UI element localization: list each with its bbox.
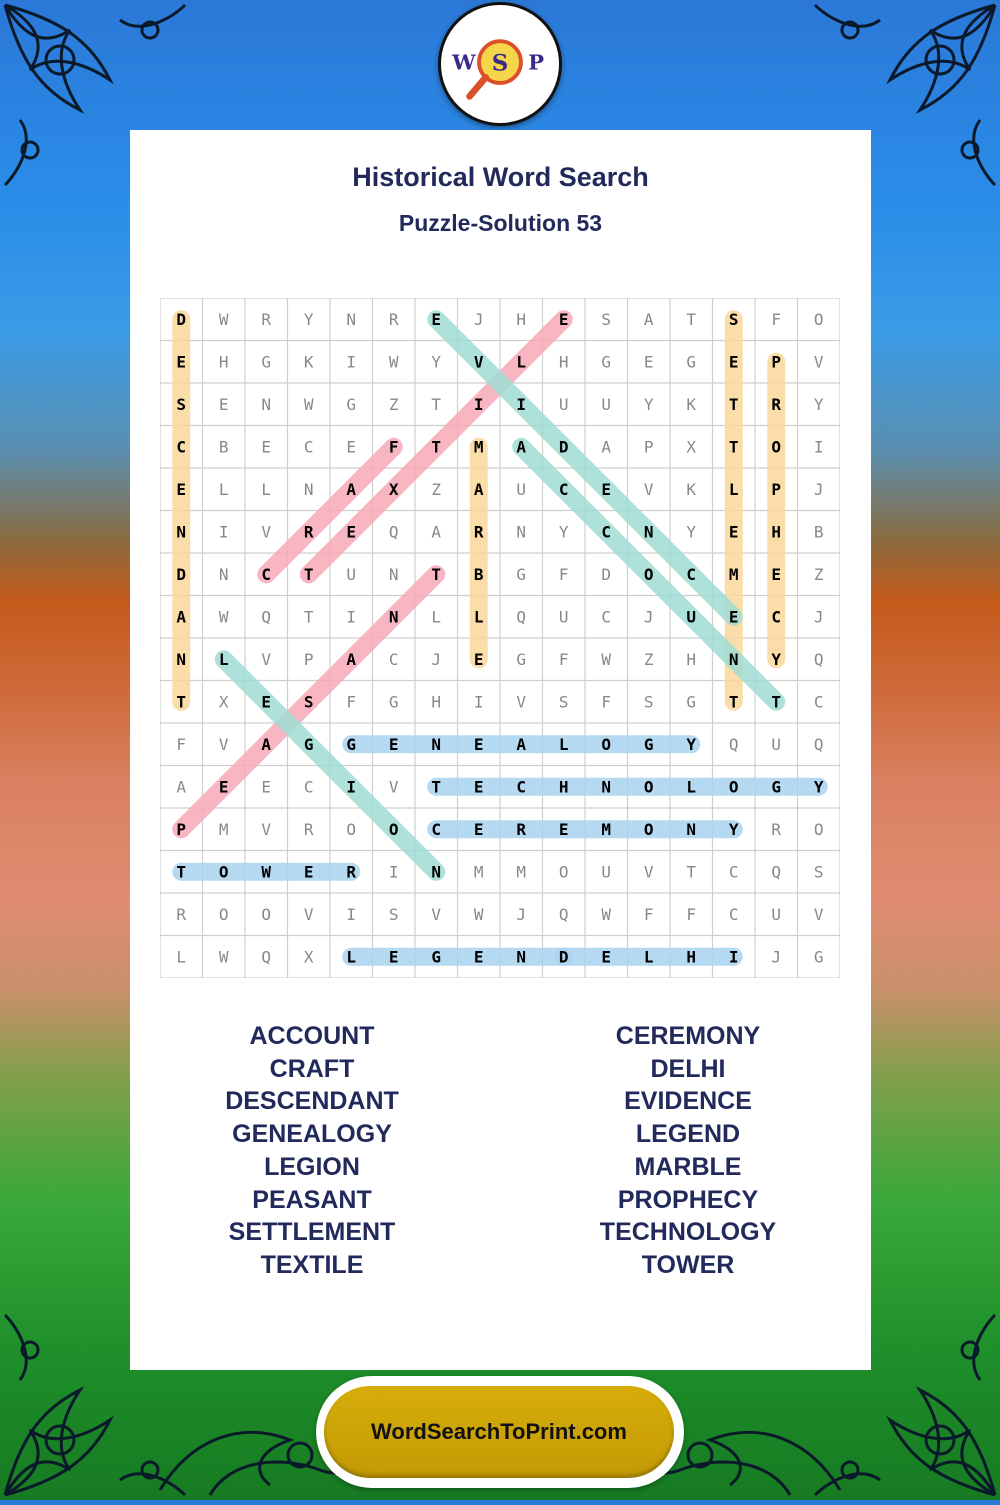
- grid-letter[interactable]: E: [261, 692, 272, 712]
- grid-letter[interactable]: E: [558, 819, 569, 839]
- grid-letter[interactable]: J: [813, 479, 824, 499]
- grid-letter[interactable]: C: [686, 564, 697, 584]
- grid-letter[interactable]: O: [813, 309, 824, 329]
- logo-letter-p: P: [528, 49, 545, 75]
- grid-letter[interactable]: O: [771, 437, 782, 457]
- grid-letter[interactable]: E: [771, 564, 782, 584]
- grid-letter[interactable]: T: [431, 777, 442, 797]
- grid-letter[interactable]: Q: [813, 649, 824, 669]
- word-list-item: LEGEND: [635, 1120, 741, 1149]
- grid-letter[interactable]: G: [686, 352, 697, 372]
- word-list-item: CRAFT: [269, 1054, 355, 1083]
- grid-letter[interactable]: L: [728, 479, 739, 499]
- grid-letter[interactable]: D: [601, 564, 612, 584]
- grid-letter[interactable]: F: [388, 437, 399, 457]
- grid-letter[interactable]: C: [558, 479, 569, 499]
- grid-letter[interactable]: P: [771, 352, 782, 372]
- grid-letter[interactable]: A: [176, 607, 187, 627]
- grid-letter[interactable]: I: [728, 947, 739, 967]
- grid-letter[interactable]: P: [303, 649, 314, 669]
- grid-letter[interactable]: I: [346, 607, 357, 627]
- grid-letter[interactable]: O: [218, 862, 229, 882]
- grid-letter[interactable]: Y: [728, 819, 739, 839]
- grid-canvas: [160, 298, 840, 978]
- grid-letter[interactable]: G: [303, 734, 314, 754]
- grid-letter[interactable]: T: [771, 692, 782, 712]
- grid-letter[interactable]: U: [558, 607, 569, 627]
- grid-letter[interactable]: T: [303, 564, 314, 584]
- grid-letter[interactable]: N: [431, 862, 442, 882]
- grid-letter[interactable]: E: [473, 734, 484, 754]
- grid-letter[interactable]: E: [388, 734, 399, 754]
- grid-letter[interactable]: I: [218, 522, 229, 542]
- grid-letter[interactable]: U: [771, 904, 782, 924]
- grid-letter[interactable]: H: [686, 947, 697, 967]
- grid-letter[interactable]: C: [261, 564, 272, 584]
- grid-letter[interactable]: W: [261, 862, 272, 882]
- grid-letter[interactable]: G: [516, 649, 527, 669]
- website-label: WordSearchToPrint.com: [371, 1419, 627, 1444]
- grid-letter[interactable]: L: [473, 607, 484, 627]
- wsp-logo[interactable]: [438, 2, 562, 126]
- word-list-item: MARBLE: [634, 1152, 742, 1181]
- grid-letter[interactable]: U: [601, 394, 612, 414]
- grid-letter[interactable]: C: [303, 437, 314, 457]
- grid-letter[interactable]: T: [728, 437, 739, 457]
- grid-letter[interactable]: J: [473, 309, 484, 329]
- grid-letter[interactable]: K: [686, 479, 697, 499]
- grid-letter[interactable]: W: [218, 607, 229, 627]
- word-list-item: LEGION: [264, 1152, 360, 1181]
- grid-letter[interactable]: H: [516, 309, 527, 329]
- grid-letter[interactable]: Z: [643, 649, 654, 669]
- grid-letter[interactable]: W: [601, 649, 612, 669]
- grid-letter[interactable]: N: [176, 522, 187, 542]
- grid-letter[interactable]: O: [218, 904, 229, 924]
- grid-letter[interactable]: F: [346, 692, 357, 712]
- grid-letter[interactable]: L: [558, 734, 569, 754]
- grid-letter[interactable]: A: [601, 437, 612, 457]
- grid-letter[interactable]: F: [643, 904, 654, 924]
- grid-letter[interactable]: A: [176, 777, 187, 797]
- grid-letter[interactable]: V: [431, 904, 442, 924]
- grid-letter[interactable]: Q: [771, 862, 782, 882]
- grid-letter[interactable]: H: [431, 692, 442, 712]
- word-search-grid: [160, 298, 840, 978]
- grid-letter[interactable]: R: [473, 522, 484, 542]
- grid-letter[interactable]: O: [346, 819, 357, 839]
- grid-letter[interactable]: W: [473, 904, 484, 924]
- grid-letter[interactable]: G: [601, 352, 612, 372]
- grid-letter[interactable]: N: [388, 607, 399, 627]
- word-list-item: CEREMONY: [615, 1022, 761, 1050]
- word-list-item: TEXTILE: [260, 1250, 364, 1279]
- grid-letter[interactable]: T: [431, 437, 442, 457]
- word-list-item: TECHNOLOGY: [599, 1218, 777, 1247]
- grid-letter[interactable]: O: [558, 862, 569, 882]
- grid-letter[interactable]: C: [771, 607, 782, 627]
- grid-letter[interactable]: J: [771, 947, 782, 967]
- grid-letter[interactable]: T: [686, 309, 697, 329]
- grid-letter[interactable]: A: [261, 734, 272, 754]
- grid-letter[interactable]: M: [473, 862, 484, 882]
- grid-letter[interactable]: L: [686, 777, 697, 797]
- grid-letter[interactable]: G: [261, 352, 272, 372]
- grid-letter[interactable]: C: [431, 819, 442, 839]
- word-list-left: [162, 1020, 462, 1282]
- grid-letter[interactable]: F: [771, 309, 782, 329]
- grid-letter[interactable]: D: [558, 437, 569, 457]
- grid-letter[interactable]: V: [218, 734, 229, 754]
- grid-letter[interactable]: E: [473, 819, 484, 839]
- grid-letter[interactable]: M: [473, 437, 484, 457]
- grid-letter[interactable]: R: [388, 309, 399, 329]
- grid-letter[interactable]: E: [728, 522, 739, 542]
- grid-letter[interactable]: E: [601, 947, 612, 967]
- grid-letter[interactable]: X: [303, 947, 314, 967]
- grid-letter[interactable]: C: [176, 437, 187, 457]
- grid-letter[interactable]: U: [516, 479, 527, 499]
- grid-letter[interactable]: Y: [771, 649, 782, 669]
- grid-letter[interactable]: A: [346, 479, 357, 499]
- grid-letter[interactable]: A: [473, 479, 484, 499]
- website-button[interactable]: [316, 1376, 684, 1488]
- grid-letter[interactable]: N: [516, 522, 527, 542]
- grid-letter[interactable]: U: [558, 394, 569, 414]
- grid-letter[interactable]: T: [728, 394, 739, 414]
- grid-letter[interactable]: Z: [431, 479, 442, 499]
- grid-letter[interactable]: P: [643, 437, 654, 457]
- grid-letter[interactable]: V: [261, 649, 272, 669]
- grid-letter[interactable]: M: [218, 819, 229, 839]
- grid-letter[interactable]: C: [516, 777, 527, 797]
- grid-letter[interactable]: T: [176, 692, 187, 712]
- grid-letter[interactable]: U: [686, 607, 697, 627]
- word-list-item: DELHI: [650, 1054, 726, 1083]
- grid-letter[interactable]: E: [388, 947, 399, 967]
- grid-letter[interactable]: B: [473, 564, 484, 584]
- grid-letter[interactable]: E: [558, 309, 569, 329]
- logo-letter-w: W: [452, 49, 476, 75]
- grid-letter[interactable]: V: [643, 862, 654, 882]
- grid-letter[interactable]: Q: [516, 607, 527, 627]
- grid-letter[interactable]: I: [473, 692, 484, 712]
- grid-letter[interactable]: T: [303, 607, 314, 627]
- grid-letter[interactable]: N: [601, 777, 612, 797]
- grid-letter[interactable]: E: [176, 352, 187, 372]
- grid-letter[interactable]: Z: [388, 394, 399, 414]
- grid-letter[interactable]: G: [643, 734, 654, 754]
- grid-letter[interactable]: C: [388, 649, 399, 669]
- grid-letter[interactable]: E: [431, 309, 442, 329]
- grid-letter[interactable]: A: [516, 437, 527, 457]
- grid-letter[interactable]: S: [728, 309, 739, 329]
- grid-letter[interactable]: E: [218, 777, 229, 797]
- grid-letter[interactable]: E: [728, 352, 739, 372]
- grid-letter[interactable]: F: [601, 692, 612, 712]
- grid-letter[interactable]: J: [813, 607, 824, 627]
- website-button-inner[interactable]: [324, 1386, 674, 1478]
- word-list-right: [538, 1020, 838, 1282]
- grid-letter[interactable]: R: [303, 522, 314, 542]
- grid-letter[interactable]: O: [813, 819, 824, 839]
- page-subtitle: Puzzle-Solution 53: [398, 210, 603, 236]
- grid-letter[interactable]: G: [346, 394, 357, 414]
- grid-letter[interactable]: X: [388, 479, 399, 499]
- grid-letter[interactable]: R: [176, 904, 187, 924]
- word-list-item: TOWER: [641, 1250, 735, 1279]
- grid-letter[interactable]: L: [431, 607, 442, 627]
- grid-letter[interactable]: A: [431, 522, 442, 542]
- grid-letter[interactable]: V: [388, 777, 399, 797]
- grid-letter[interactable]: O: [728, 777, 739, 797]
- grid-letter[interactable]: E: [261, 437, 272, 457]
- grid-letter[interactable]: N: [728, 649, 739, 669]
- grid-letter[interactable]: Q: [558, 904, 569, 924]
- grid-letter[interactable]: L: [516, 352, 527, 372]
- grid-letter[interactable]: V: [813, 352, 824, 372]
- grid-letter[interactable]: V: [261, 522, 272, 542]
- grid-letter[interactable]: I: [473, 394, 484, 414]
- grid-letter[interactable]: E: [176, 479, 187, 499]
- grid-letter[interactable]: O: [643, 819, 654, 839]
- word-list-item: PROPHECY: [617, 1185, 759, 1214]
- grid-letter[interactable]: X: [686, 437, 697, 457]
- grid-letter[interactable]: T: [431, 394, 442, 414]
- page-title: Historical Word Search: [352, 162, 649, 192]
- grid-letter[interactable]: G: [346, 734, 357, 754]
- grid-letter[interactable]: S: [643, 692, 654, 712]
- grid-letter[interactable]: G: [813, 947, 824, 967]
- grid-letter[interactable]: F: [558, 649, 569, 669]
- grid-letter[interactable]: L: [643, 947, 654, 967]
- grid-letter[interactable]: R: [303, 819, 314, 839]
- grid-letter[interactable]: H: [218, 352, 229, 372]
- word-list-item: DESCENDANT: [225, 1087, 399, 1116]
- grid-letter[interactable]: N: [516, 947, 527, 967]
- grid-letter[interactable]: X: [218, 692, 229, 712]
- grid-letter[interactable]: N: [261, 394, 272, 414]
- grid-letter[interactable]: T: [686, 862, 697, 882]
- grid-letter[interactable]: O: [643, 564, 654, 584]
- grid-letter[interactable]: P: [176, 819, 187, 839]
- grid-letter[interactable]: W: [218, 309, 229, 329]
- grid-letter[interactable]: Q: [388, 522, 399, 542]
- word-list-item: EVIDENCE: [624, 1087, 752, 1116]
- grid-letter[interactable]: C: [728, 862, 739, 882]
- grid-letter[interactable]: K: [303, 352, 314, 372]
- grid-letter[interactable]: E: [473, 947, 484, 967]
- grid-letter[interactable]: E: [346, 522, 357, 542]
- grid-letter[interactable]: C: [303, 777, 314, 797]
- grid-letter[interactable]: E: [346, 437, 357, 457]
- grid-letter[interactable]: N: [303, 479, 314, 499]
- grid-letter[interactable]: A: [516, 734, 527, 754]
- grid-letter[interactable]: M: [601, 819, 612, 839]
- grid-letter[interactable]: S: [813, 862, 824, 882]
- grid-letter[interactable]: T: [176, 862, 187, 882]
- grid-letter[interactable]: D: [176, 564, 187, 584]
- grid-letter[interactable]: S: [176, 394, 187, 414]
- grid-letter[interactable]: M: [516, 862, 527, 882]
- grid-letter[interactable]: T: [431, 564, 442, 584]
- grid-letter[interactable]: C: [728, 904, 739, 924]
- grid-letter[interactable]: Q: [261, 607, 272, 627]
- grid-letter[interactable]: S: [303, 692, 314, 712]
- grid-letter[interactable]: H: [686, 649, 697, 669]
- grid-letter[interactable]: O: [601, 734, 612, 754]
- word-list-item: GENEALOGY: [232, 1120, 392, 1149]
- grid-letter[interactable]: O: [388, 819, 399, 839]
- grid-letter[interactable]: J: [431, 649, 442, 669]
- grid-letter[interactable]: N: [218, 564, 229, 584]
- grid-letter[interactable]: I: [516, 394, 527, 414]
- grid-letter[interactable]: N: [431, 734, 442, 754]
- grid-letter[interactable]: N: [686, 819, 697, 839]
- grid-letter[interactable]: D: [176, 309, 187, 329]
- grid-letter[interactable]: E: [728, 607, 739, 627]
- grid-letter[interactable]: F: [686, 904, 697, 924]
- grid-letter[interactable]: I: [346, 352, 357, 372]
- grid-letter[interactable]: Q: [728, 734, 739, 754]
- grid-letter[interactable]: F: [558, 564, 569, 584]
- grid-letter[interactable]: Y: [813, 777, 824, 797]
- grid-letter[interactable]: V: [261, 819, 272, 839]
- grid-letter[interactable]: Q: [813, 734, 824, 754]
- grid-letter[interactable]: R: [771, 394, 782, 414]
- grid-letter[interactable]: R: [771, 819, 782, 839]
- grid-letter[interactable]: C: [601, 522, 612, 542]
- grid-letter[interactable]: V: [643, 479, 654, 499]
- grid-letter[interactable]: I: [346, 777, 357, 797]
- grid-letter[interactable]: A: [346, 649, 357, 669]
- grid-letter[interactable]: L: [218, 479, 229, 499]
- grid-letter[interactable]: V: [473, 352, 484, 372]
- grid-letter[interactable]: J: [643, 607, 654, 627]
- grid-letter[interactable]: Y: [431, 352, 442, 372]
- grid-letter[interactable]: W: [601, 904, 612, 924]
- grid-letter[interactable]: N: [346, 309, 357, 329]
- grid-letter[interactable]: Q: [261, 947, 272, 967]
- grid-letter[interactable]: Y: [558, 522, 569, 542]
- grid-letter[interactable]: I: [813, 437, 824, 457]
- grid-letter[interactable]: U: [346, 564, 357, 584]
- grid-letter[interactable]: G: [388, 692, 399, 712]
- grid-letter[interactable]: G: [686, 692, 697, 712]
- grid-letter[interactable]: F: [176, 734, 187, 754]
- grid-letter[interactable]: B: [218, 437, 229, 457]
- grid-letter[interactable]: Y: [303, 309, 314, 329]
- grid-letter[interactable]: E: [261, 777, 272, 797]
- grid-letter[interactable]: Z: [813, 564, 824, 584]
- grid-letter[interactable]: S: [558, 692, 569, 712]
- grid-letter[interactable]: N: [176, 649, 187, 669]
- word-list-item: PEASANT: [252, 1185, 372, 1214]
- grid-letter[interactable]: V: [813, 904, 824, 924]
- grid-letter[interactable]: Y: [686, 522, 697, 542]
- grid-letter[interactable]: L: [176, 947, 187, 967]
- grid-letter[interactable]: W: [218, 947, 229, 967]
- grid-letter[interactable]: R: [346, 862, 357, 882]
- grid-letter[interactable]: I: [388, 862, 399, 882]
- grid-letter[interactable]: H: [558, 777, 569, 797]
- grid-letter[interactable]: I: [346, 904, 357, 924]
- word-list-item: SETTLEMENT: [228, 1218, 396, 1247]
- grid-letter[interactable]: A: [643, 309, 654, 329]
- grid-letter[interactable]: V: [303, 904, 314, 924]
- grid-letter[interactable]: Y: [686, 734, 697, 754]
- grid-letter[interactable]: L: [346, 947, 357, 967]
- grid-letter[interactable]: V: [516, 692, 527, 712]
- grid-letter[interactable]: J: [516, 904, 527, 924]
- grid-letter[interactable]: W: [303, 394, 314, 414]
- grid-letter[interactable]: S: [388, 904, 399, 924]
- grid-letter[interactable]: W: [388, 352, 399, 372]
- grid-letter[interactable]: C: [601, 607, 612, 627]
- grid-letter[interactable]: D: [558, 947, 569, 967]
- grid-letter[interactable]: U: [771, 734, 782, 754]
- grid-letter[interactable]: E: [643, 352, 654, 372]
- grid-letter[interactable]: T: [728, 692, 739, 712]
- grid-letter[interactable]: N: [388, 564, 399, 584]
- grid-letter[interactable]: K: [686, 394, 697, 414]
- grid-letter[interactable]: U: [601, 862, 612, 882]
- grid-letter[interactable]: H: [771, 522, 782, 542]
- grid-letter[interactable]: L: [218, 649, 229, 669]
- grid-letter[interactable]: S: [601, 309, 612, 329]
- grid-letter[interactable]: B: [813, 522, 824, 542]
- grid-letter[interactable]: R: [516, 819, 527, 839]
- grid-letter[interactable]: L: [261, 479, 272, 499]
- grid-letter[interactable]: G: [431, 947, 442, 967]
- grid-letter[interactable]: Y: [643, 394, 654, 414]
- grid-letter[interactable]: H: [558, 352, 569, 372]
- word-list-item: ACCOUNT: [249, 1022, 375, 1050]
- grid-letter[interactable]: E: [218, 394, 229, 414]
- grid-letter[interactable]: O: [261, 904, 272, 924]
- logo-letter-s: S: [491, 50, 509, 77]
- grid-letter[interactable]: G: [771, 777, 782, 797]
- grid-letter[interactable]: R: [261, 309, 272, 329]
- grid-letter[interactable]: P: [771, 479, 782, 499]
- grid-letter[interactable]: C: [813, 692, 824, 712]
- grid-letter[interactable]: E: [601, 479, 612, 499]
- grid-letter[interactable]: N: [643, 522, 654, 542]
- grid-letter[interactable]: E: [303, 862, 314, 882]
- grid-letter[interactable]: G: [516, 564, 527, 584]
- grid-letter[interactable]: E: [473, 777, 484, 797]
- grid-letter[interactable]: E: [473, 649, 484, 669]
- grid-letter[interactable]: M: [728, 564, 739, 584]
- grid-letter[interactable]: O: [643, 777, 654, 797]
- grid-letter[interactable]: Y: [813, 394, 824, 414]
